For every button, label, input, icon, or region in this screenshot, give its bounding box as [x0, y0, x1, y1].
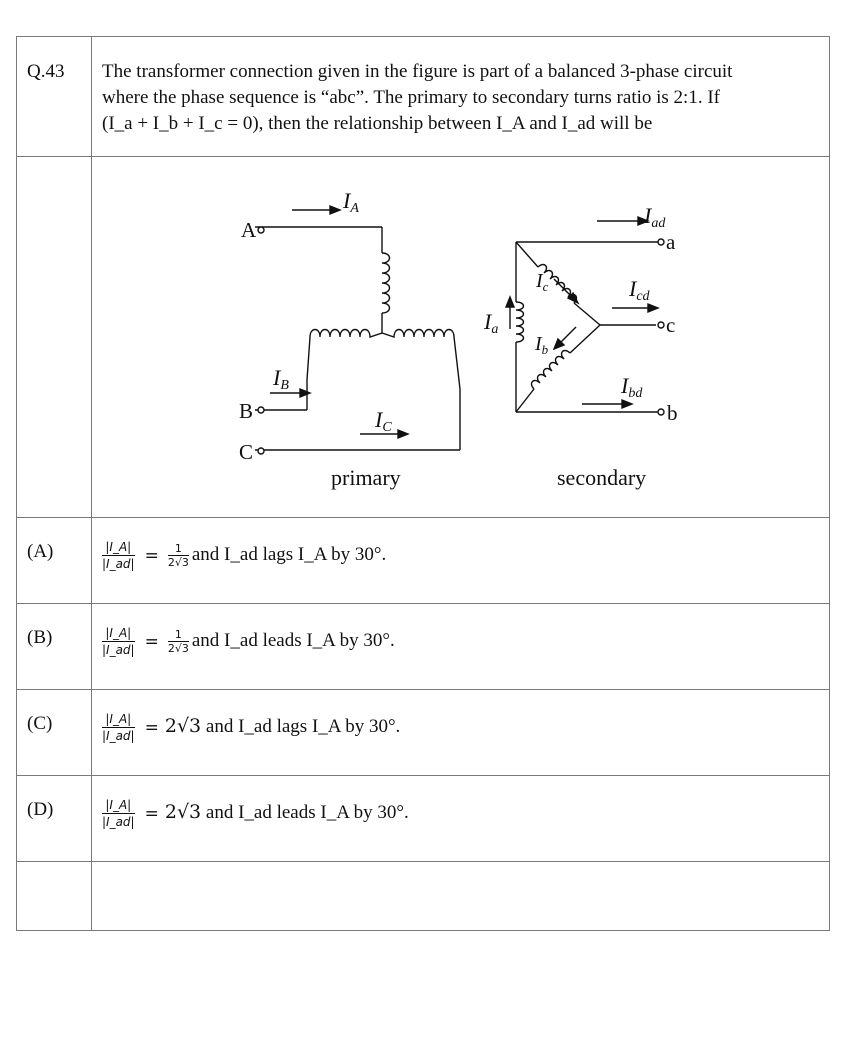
option-label: (D): [17, 776, 92, 862]
arrow-Ic: [554, 279, 572, 297]
label-IB: IB: [273, 365, 289, 393]
terminal-B: [258, 407, 264, 413]
empty-row: [17, 862, 830, 931]
question-table: [16, 36, 830, 931]
label-C: C: [239, 440, 254, 464]
option-body: $\frac{|I\_A|}{|I\_ad|}$ = 2√3 and I_ad leads I_A by 30°.: [92, 776, 830, 862]
figure-cell: [92, 157, 830, 518]
label-b: b: [667, 401, 678, 425]
label-IC: IC: [375, 407, 392, 435]
terminal-c: [658, 322, 664, 328]
secondary-label: secondary: [557, 465, 647, 490]
terminal-a: [658, 239, 664, 245]
coil-C: [382, 330, 460, 451]
option-label: (B): [17, 604, 92, 690]
coil-B: [307, 330, 382, 398]
value-text: 2√3: [164, 800, 202, 823]
coil-A: [382, 253, 390, 313]
label-Iad: Iad: [644, 203, 666, 231]
empty-cell-right: [92, 862, 830, 931]
figure-number-cell: [17, 157, 92, 518]
empty-cell-left: [17, 862, 92, 931]
label-B: B: [239, 399, 254, 423]
value-fraction: $\frac{1}{2√3}$: [167, 542, 189, 569]
ratio-fraction: $\frac{|I\_A|}{|I\_ad|}$: [102, 798, 135, 829]
value-text: 2√3: [164, 714, 202, 737]
option-label: (C): [17, 690, 92, 776]
terminal-A: [258, 227, 264, 233]
option-row: [17, 690, 830, 776]
option-text: and I_ad lags I_A by 30°.: [205, 715, 401, 737]
label-Ibd: Ibd: [621, 373, 643, 401]
ratio-fraction: $\frac{|I\_A|}{|I\_ad|}$: [102, 626, 135, 657]
label-Ia: Ia: [484, 309, 499, 337]
ratio-fraction: $\frac{|I\_A|}{|I\_ad|}$: [102, 712, 135, 743]
primary-label: primary: [331, 465, 401, 490]
transformer-figure: [92, 157, 829, 516]
coil-b: [532, 351, 570, 389]
label-Ic: $I_c$: [536, 270, 549, 294]
option-text: and I_ad lags I_A by 30°.: [191, 543, 387, 565]
option-text: and I_ad leads I_A by 30°.: [205, 801, 409, 823]
coil-a: [516, 302, 524, 342]
label-a: a: [666, 230, 676, 254]
option-row: [17, 776, 830, 862]
question-number: Q.43: [17, 37, 92, 157]
option-body: $\frac{|I\_A|}{|I\_ad|}$ = 2√3 and I_ad lags I_A by 30°.: [92, 690, 830, 776]
terminal-C: [258, 448, 264, 454]
option-label: (A): [17, 518, 92, 604]
option-row: [17, 604, 830, 690]
question-line-2: where the phase sequence is “abc”. The primary to secondary turns ratio is 2:1. If: [102, 87, 720, 108]
terminal-b: [658, 409, 664, 415]
value-fraction: $\frac{1}{2√3}$: [167, 628, 189, 655]
option-body: $\frac{|I\_A|}{|I\_ad|}$ = $\frac{1}{2√3}$ and I_ad lags I_A by 30°.: [92, 518, 830, 604]
option-row: [17, 518, 830, 604]
label-A: A: [241, 218, 257, 242]
option-body: $\frac{|I\_A|}{|I\_ad|}$ = $\frac{1}{2√3}$ and I_ad leads I_A by 30°.: [92, 604, 830, 690]
question-line-3: (I_a + I_b + I_c = 0), then the relationship between I_A and I_ad will be: [102, 113, 653, 134]
question-text: [92, 37, 830, 157]
label-IA: IA: [343, 188, 359, 216]
question-line-1: The transformer connection given in the figure is part of a balanced 3-phase circuit: [102, 61, 733, 82]
label-c: c: [666, 313, 676, 337]
option-text: and I_ad leads I_A by 30°.: [191, 629, 395, 651]
arrow-Ib: [560, 327, 576, 343]
label-Icd: Icd: [629, 276, 650, 304]
label-Ib: $I_b$: [535, 333, 549, 357]
ratio-fraction: $\frac{|I\_A|}{|I\_ad|}$: [102, 540, 135, 571]
